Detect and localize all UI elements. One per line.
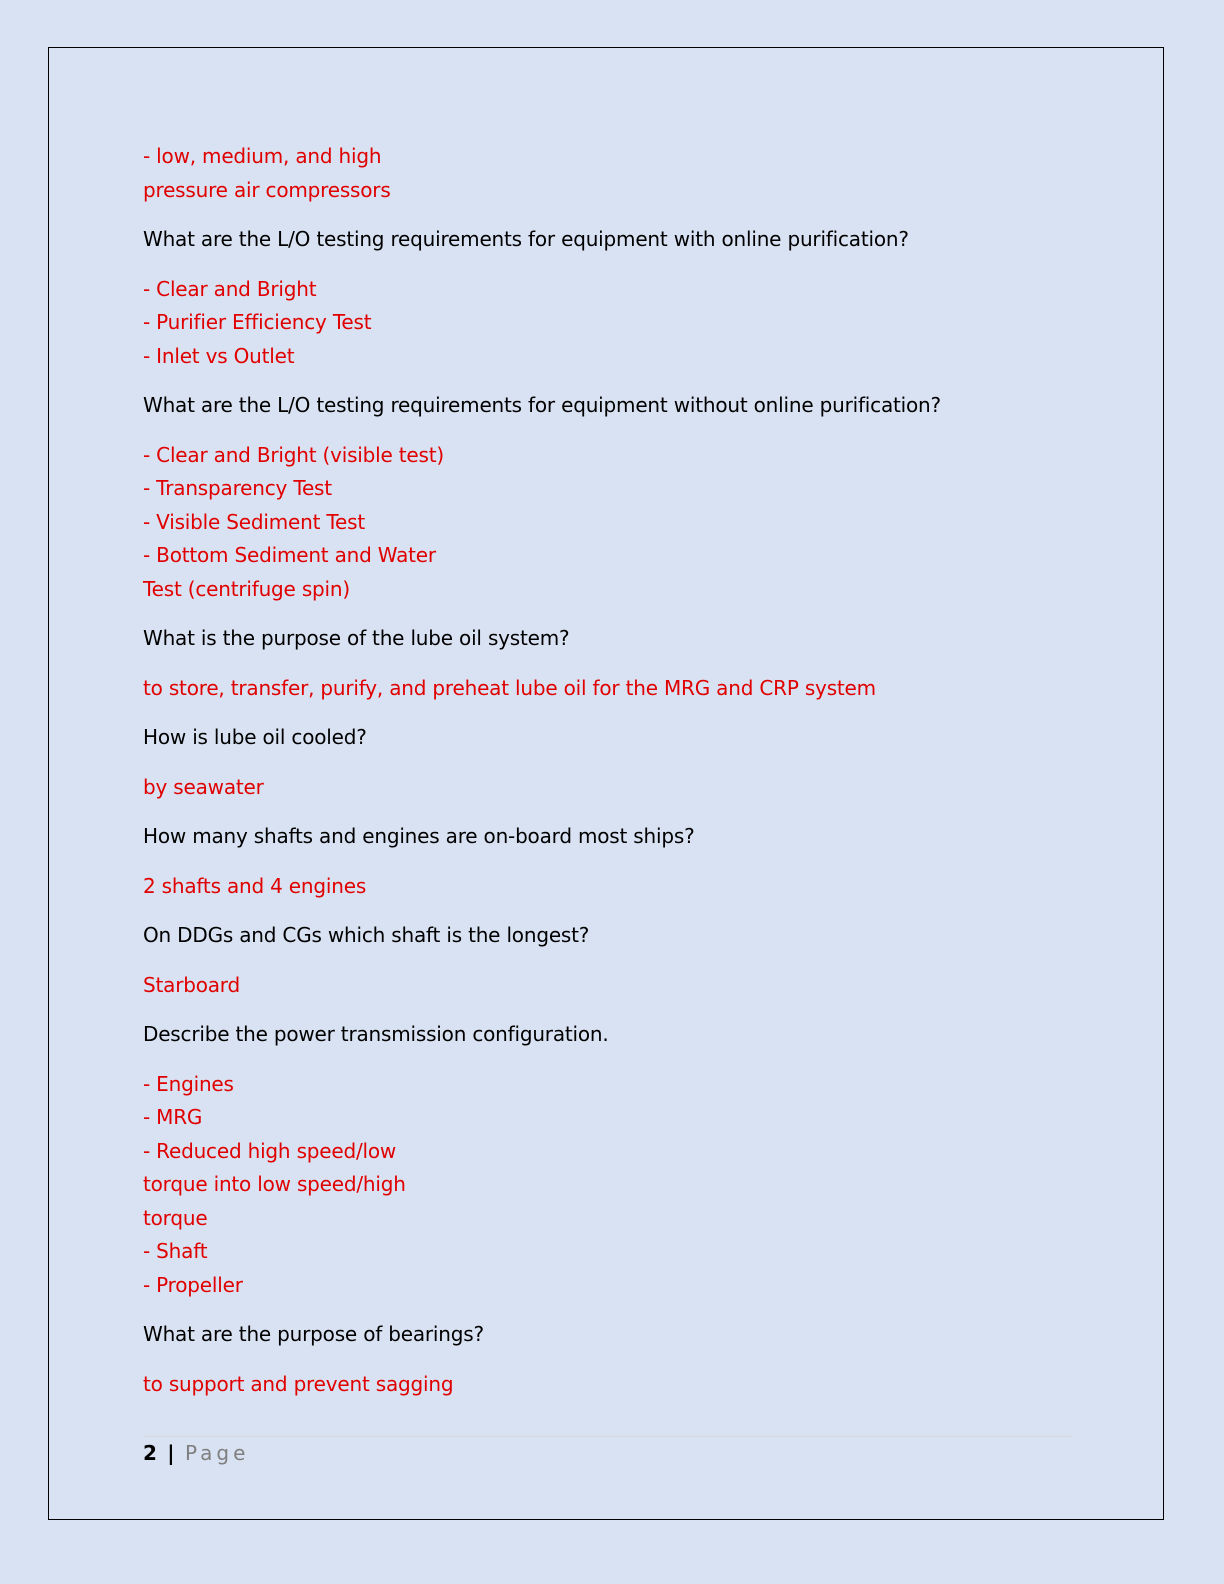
answer-line: - Visible Sediment Test [143,509,365,534]
answer-line: - Engines [143,1071,234,1096]
question-text: On DDGs and CGs which shaft is the longest? [143,923,590,947]
question-text: How is lube oil cooled? [143,725,367,749]
answer-block [143,439,1073,607]
question-block [143,622,1073,656]
answer-line: 2 shafts and 4 engines [143,873,367,898]
answer-line: - Clear and Bright (visible test) [143,442,444,467]
answer-block [143,1368,1073,1402]
answer-line: pressure air compressors [143,177,391,202]
question-text: How many shafts and engines are on-board most ships? [143,824,695,848]
footer-separator: | [167,1441,175,1465]
answer-block [143,273,1073,374]
question-text: What are the L/O testing requirements for equipment with online purification? [143,227,909,251]
answer-line: - MRG [143,1105,203,1129]
answer-block [143,771,1073,805]
question-block [143,223,1073,257]
document-body [143,140,1073,1417]
answer-line: - Reduced high speed/low [143,1138,397,1163]
answer-block [143,672,1073,706]
answer-line: - Clear and Bright [143,276,317,301]
page-number: 2 [143,1441,157,1465]
answer-line: Starboard [143,972,240,997]
answer-line: to support and prevent sagging [143,1371,454,1396]
answer-block [143,870,1073,904]
answer-line: to store, transfer, purify, and preheat lube oil for the MRG and CRP system [143,675,876,700]
answer-line: Test (centrifuge spin) [143,576,350,601]
answer-line: - Purifier Efficiency Test [143,310,372,334]
page-label: Page [184,1441,250,1465]
answer-line: - low, medium, and high [143,144,382,168]
page-footer [143,1436,1073,1465]
answer-line: - Propeller [143,1272,243,1297]
question-block [143,919,1073,953]
answer-line: torque [143,1205,208,1230]
answer-line: by seawater [143,774,264,799]
question-block [143,721,1073,755]
question-text: What is the purpose of the lube oil system? [143,626,570,650]
answer-line: torque into low speed/high [143,1172,406,1196]
question-text: What are the L/O testing requirements for equipment without online purification? [143,393,941,417]
question-block [143,1318,1073,1352]
question-text: Describe the power transmission configuration. [143,1022,609,1046]
question-block [143,389,1073,423]
answer-block [143,969,1073,1003]
answer-line: - Shaft [143,1239,208,1263]
answer-line: - Transparency Test [143,476,332,500]
question-block [143,1018,1073,1052]
question-block [143,820,1073,854]
answer-block [143,140,1073,207]
answer-line: - Bottom Sediment and Water [143,543,436,567]
answer-line: - Inlet vs Outlet [143,343,295,368]
answer-block [143,1068,1073,1303]
question-text: What are the purpose of bearings? [143,1322,484,1346]
